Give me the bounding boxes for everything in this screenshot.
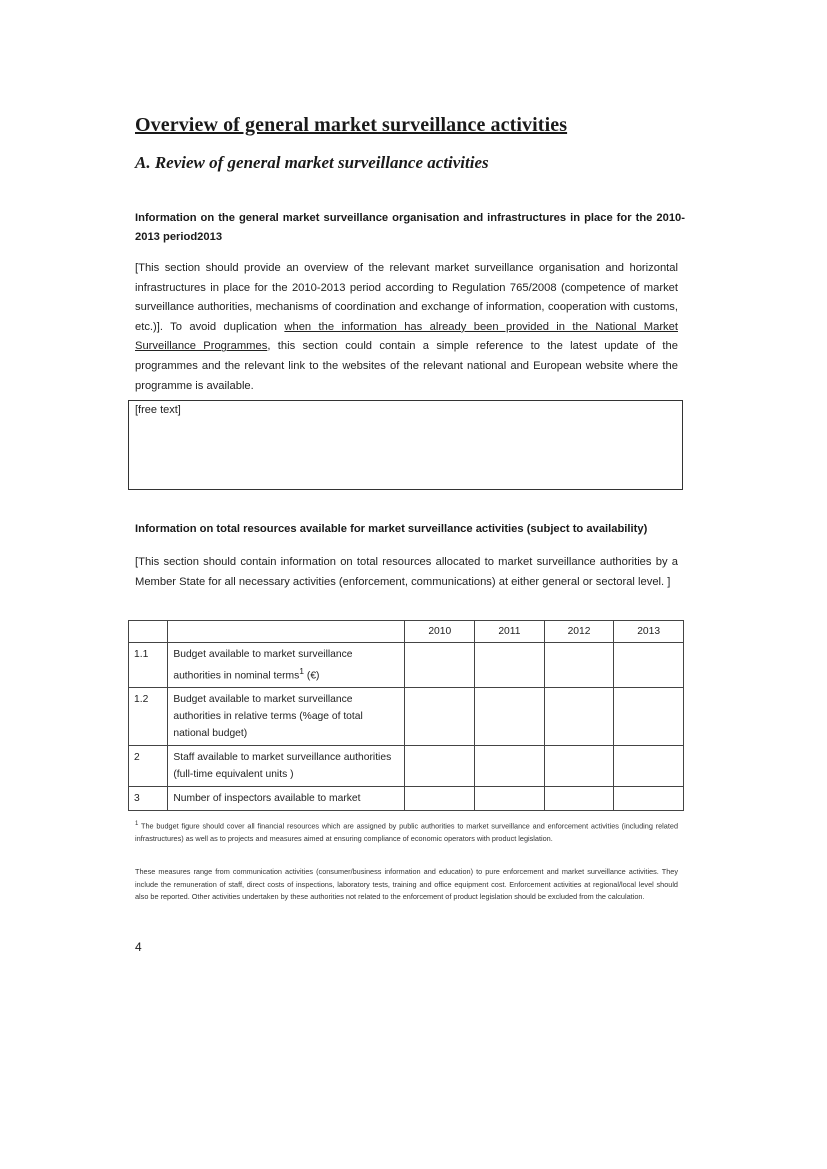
table-row [129,746,684,787]
cell-2012[interactable] [544,746,614,787]
cell-2010[interactable] [405,688,475,746]
table-row [129,643,684,688]
footnote-1-text: The budget figure should cover all financial resources which are assigned by public authorities to market surveillance and enforcement activities (including related infrastructures) as well as to projects and measures aimed at ensuring compliance of economic operators with product legislation. [135,821,678,843]
table-row [129,688,684,746]
section-subtitle: A. Review of general market surveillance activities [135,153,489,172]
header-year-2010: 2010 [405,621,475,643]
row-number: 3 [129,787,168,811]
cell-2010[interactable] [405,787,475,811]
section2-heading: Information on total resources available for market surveillance activities (subject to availability) [135,523,648,535]
cell-2011[interactable] [475,688,545,746]
free-text-placeholder: [free text] [135,404,181,416]
table-row [129,787,684,811]
resources-table [128,620,684,811]
cell-2012[interactable] [544,787,614,811]
section2-paragraph: [This section should contain information on total resources allocated to market surveillance authorities by a Member State for all necessary activities (enforcement, communications) at either general or sectoral level. ] [135,556,678,588]
row-label-text: Budget available to market surveillance authorities in nominal terms [173,649,353,682]
cell-2012[interactable] [544,643,614,688]
table-header-row [129,621,684,643]
row-label: Number of inspectors available to market [168,787,405,811]
cell-2011[interactable] [475,643,545,688]
header-year-2012: 2012 [544,621,614,643]
programmes-reference-link: when the information has already been provided in the National Market Surveillance Programmes [135,320,678,353]
row-label [168,643,405,688]
row-number: 1.2 [129,688,168,746]
row-number: 2 [129,746,168,787]
row-label-unit: (€) [304,670,320,682]
section1-paragraph-text-a: [This section should provide an overview of the relevant market surveillance organisation and horizontal infrastructures in place for the 2010-2013 period according to Regulation 765/2008 (competence of market surveillance authorities, mechanisms of coordination and exchange of information, cooperation with customs, etc.)]. To avoid duplication [135,262,678,333]
page-number: 4 [135,940,142,954]
section1-paragraph-text-b: , this section could contain a simple reference to the latest update of the programmes and the relevant link to the websites of the relevant national and European website where the programme is available. [135,340,678,392]
footnote-divider [135,810,308,811]
header-empty-num [129,621,168,643]
footnote-mark: 1 [135,821,139,827]
cell-2011[interactable] [475,787,545,811]
header-year-2013: 2013 [614,621,684,643]
footnote-1 [135,818,678,845]
row-number: 1.1 [129,643,168,688]
header-empty-label [168,621,405,643]
row-label: Budget available to market surveillance authorities in relative terms (%age of total national budget) [168,688,405,746]
free-text-box[interactable] [128,400,683,490]
header-year-2011: 2011 [475,621,545,643]
cell-2013[interactable] [614,688,684,746]
cell-2010[interactable] [405,643,475,688]
cell-2010[interactable] [405,746,475,787]
footnote-2: These measures range from communication activities (consumer/business information and education) to pure enforcement and market surveillance activities. They include the remuneration of staff, direct costs of inspections, laboratory tests, training and office equipment cost. Enforcement activities at regional/local level should also be reported. Other activities undertaken by these authorities not related to the enforcement of product legislation should be excluded from the calculation. [135,867,678,901]
section1-paragraph [135,259,678,396]
cell-2011[interactable] [475,746,545,787]
cell-2013[interactable] [614,643,684,688]
cell-2012[interactable] [544,688,614,746]
section1-heading: Information on the general market surveillance organisation and infrastructures in place for the 2010-2013 period2013 [135,212,685,243]
cell-2013[interactable] [614,787,684,811]
row-label: Staff available to market surveillance authorities (full-time equivalent units ) [168,746,405,787]
footnote-ref: 1 [299,666,305,676]
page-title: Overview of general market surveillance activities [135,114,568,136]
cell-2013[interactable] [614,746,684,787]
